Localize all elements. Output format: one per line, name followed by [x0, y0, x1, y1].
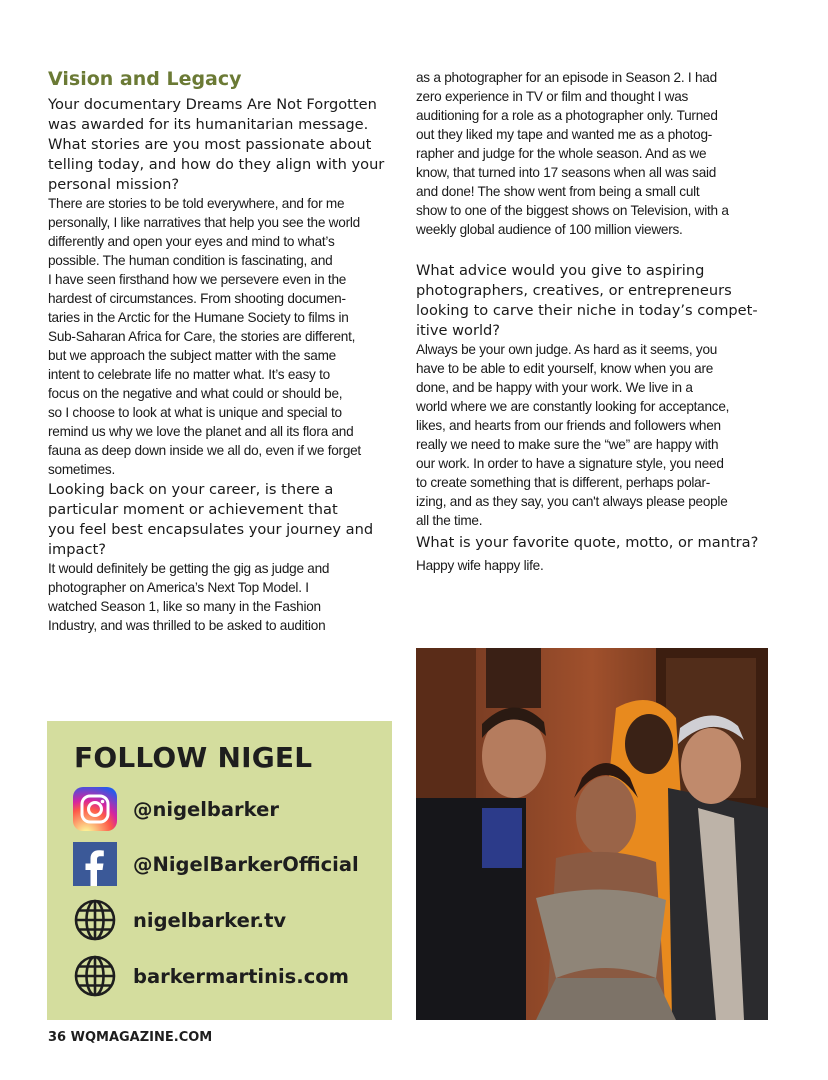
answer-line: world where we are constantly looking for acceptance,	[416, 399, 730, 414]
social-website-2[interactable]	[73, 954, 349, 998]
question-line: Looking back on your career, is there a	[48, 481, 334, 498]
answer-line: intent to celebrate life no matter what. It’s easy to	[48, 367, 330, 382]
page-footer: 36 WQMAGAZINE.COM	[48, 1030, 213, 1045]
answer-2-continued	[416, 68, 776, 239]
social-label: @NigelBarkerOfficial	[133, 852, 359, 876]
answer-line: fauna as deep down inside we all do, even if we forget	[48, 443, 361, 458]
answer-line: It would definitely be getting the gig as judge and	[48, 561, 330, 576]
answer-line: really we need to make sure the “we” are happy with	[416, 437, 719, 452]
question-line: personal mission?	[48, 176, 180, 193]
group-photo	[416, 648, 768, 1020]
follow-box	[47, 721, 392, 1020]
question-line: you feel best encapsulates your journey and	[48, 521, 374, 538]
question-2	[48, 480, 408, 560]
answer-line: to create something that is different, perhaps polar-	[416, 475, 711, 490]
globe-icon	[73, 954, 117, 998]
question-1	[48, 95, 408, 195]
answer-line: remind us why we love the planet and all its flora and	[48, 424, 354, 439]
answer-line: likes, and hearts from our friends and followers when	[416, 418, 721, 433]
answer-line: zero experience in TV or film and thought I was	[416, 89, 689, 104]
question-line: impact?	[48, 541, 106, 558]
answer-line: photographer on America’s Next Top Model. I	[48, 580, 309, 595]
question-line: photographers, creatives, or entrepreneurs	[416, 282, 732, 299]
instagram-icon	[73, 787, 117, 831]
question-line: looking to carve their niche in today’s compet-	[416, 302, 758, 319]
question-line: What advice would you give to aspiring	[416, 262, 705, 279]
question-line: What stories are you most passionate about	[48, 136, 372, 153]
answer-line: personally, I like narratives that help you see the world	[48, 215, 360, 230]
question-line: particular moment or achievement that	[48, 501, 338, 518]
answer-line: so I choose to look at what is unique and special to	[48, 405, 342, 420]
social-instagram[interactable]	[73, 787, 279, 831]
answer-2	[48, 559, 408, 635]
answer-line: taries in the Arctic for the Humane Society to films in	[48, 310, 349, 325]
answer-line: watched Season 1, like so many in the Fashion	[48, 599, 321, 614]
answer-line: There are stories to be told everywhere, and for me	[48, 196, 345, 211]
answer-line: izing, and as they say, you can't always please people	[416, 494, 728, 509]
question-line: itive world?	[416, 322, 501, 339]
answer-4: Happy wife happy life.	[416, 558, 544, 573]
answer-line: weekly global audience of 100 million viewers.	[416, 222, 683, 237]
answer-line: Sub-Saharan Africa for Care, the stories are different,	[48, 329, 356, 344]
answer-line: our work. In order to have a signature style, you need	[416, 456, 724, 471]
question-4: What is your favorite quote, motto, or mantra?	[416, 534, 759, 551]
social-label: barkermartinis.com	[133, 964, 349, 988]
answer-line: I have seen firsthand how we persevere even in the	[48, 272, 347, 287]
answer-line: but we approach the subject matter with the same	[48, 348, 336, 363]
answer-line: possible. The human condition is fascinating, and	[48, 253, 333, 268]
answer-line: and done! The show went from being a small cult	[416, 184, 700, 199]
answer-line: all the time.	[416, 513, 483, 528]
answer-1	[48, 194, 408, 479]
answer-line: have to be able to edit yourself, know when you are	[416, 361, 714, 376]
answer-line: as a photographer for an episode in Season 2. I had	[416, 70, 717, 85]
social-facebook[interactable]	[73, 842, 359, 886]
answer-line: auditioning for a role as a photographer only. Turned	[416, 108, 718, 123]
answer-3	[416, 340, 776, 530]
answer-line: rapher and judge for the whole season. And as we	[416, 146, 707, 161]
answer-line: know, that turned into 17 seasons when all was said	[416, 165, 717, 180]
facebook-icon	[73, 842, 117, 886]
social-website[interactable]	[73, 898, 286, 942]
answer-line: show to one of the biggest shows on Television, with a	[416, 203, 729, 218]
answer-line: differently and open your eyes and mind to what’s	[48, 234, 335, 249]
social-label: @nigelbarker	[133, 797, 279, 821]
answer-line: done, and be happy with your work. We live in a	[416, 380, 693, 395]
answer-line: sometimes.	[48, 462, 115, 477]
globe-icon	[73, 898, 117, 942]
question-3	[416, 261, 776, 341]
answer-line: focus on the negative and what could or should be,	[48, 386, 343, 401]
section-heading: Vision and Legacy	[48, 68, 242, 90]
answer-line: hardest of circumstances. From shooting documen-	[48, 291, 346, 306]
social-label: nigelbarker.tv	[133, 908, 287, 932]
answer-line: out they liked my tape and wanted me as a photog-	[416, 127, 713, 142]
question-line: was awarded for its humanitarian message.	[48, 116, 369, 133]
answer-line: Always be your own judge. As hard as it seems, you	[416, 342, 718, 357]
follow-title: FOLLOW NIGEL	[74, 741, 313, 774]
question-line: telling today, and how do they align with your	[48, 156, 385, 173]
question-line: Your documentary Dreams Are Not Forgotten	[48, 96, 377, 113]
answer-line: Industry, and was thrilled to be asked to audition	[48, 618, 326, 633]
